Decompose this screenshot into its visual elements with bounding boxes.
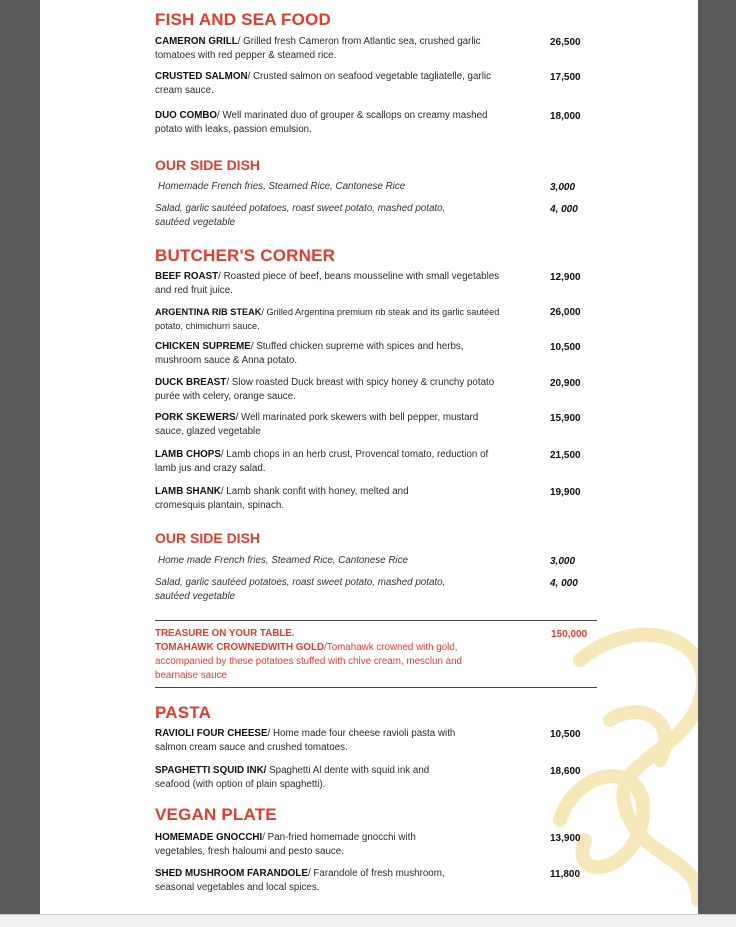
item-desc: / Pan-fried homemade gnocchi with vegetables, fresh haloumi and pesto sauce. xyxy=(155,832,416,857)
special-title: TREASURE ON YOUR TABLE. xyxy=(155,628,295,639)
item-name: LAMB CHOPS xyxy=(155,449,221,460)
item-price: 21,500 xyxy=(550,450,581,461)
section-title-pasta: PASTA xyxy=(155,703,212,722)
menu-item xyxy=(155,270,505,298)
menu-item xyxy=(155,411,505,439)
section-title-side-dish: OUR SIDE DISH xyxy=(155,157,261,173)
item-price: 150,000 xyxy=(551,629,588,640)
item-name: DUCK BREAST xyxy=(155,377,227,388)
item-price: 18,000 xyxy=(550,111,581,122)
menu-item xyxy=(155,376,505,404)
divider-top xyxy=(155,620,597,621)
item-desc: / Crusted salmon on seafood vegetable tagliatelle, garlic cream sauce. xyxy=(155,71,491,96)
menu-item: Homemade French fries, Steamed Rice, Cantonese Rice xyxy=(158,181,406,192)
menu-item xyxy=(155,340,505,368)
item-desc: / Home made four cheese ravioli pasta with salmon cream sauce and crushed tomatoes. xyxy=(155,728,456,753)
bottom-scrollbar[interactable] xyxy=(0,914,736,927)
item-price: 26,000 xyxy=(550,307,581,318)
menu-page xyxy=(40,0,698,914)
item-desc: Spaghetti Al dente with squid ink and seafood (with option of plain spaghetti). xyxy=(155,765,430,790)
item-name: LAMB SHANK xyxy=(155,486,221,497)
item-price: 4, 000 xyxy=(550,204,578,215)
item-price: 26,500 xyxy=(550,37,581,48)
item-name: HOMEMADE GNOCCHI xyxy=(155,832,263,843)
item-desc: / Stuffed chicken supreme with spices and herbs, mushroom sauce & Anna potato. xyxy=(155,341,464,366)
item-name: DUO COMBO xyxy=(155,110,218,121)
item-desc: / Slow roasted Duck breast with spicy honey & crunchy potato purée with celery, orange sauce. xyxy=(155,377,495,402)
menu-item xyxy=(155,35,505,63)
item-name: SHED MUSHROOM FARANDOLE xyxy=(155,868,308,879)
left-margin xyxy=(0,0,40,926)
item-desc: / Roasted piece of beef, beans mousseline with small vegetables and red fruit juice. xyxy=(155,271,500,296)
item-price: 17,500 xyxy=(550,72,581,83)
menu-item: Salad, garlic sautéed potatoes, roast sweet potato, mashed potato, sautéed vegetable xyxy=(155,577,446,602)
item-name: CAMERON GRILL xyxy=(155,36,238,47)
item-name: TOMAHAWK CROWNEDWITH GOLD xyxy=(155,642,325,653)
section-title-butcher: BUTCHER'S CORNER xyxy=(155,246,336,265)
item-price: 12,900 xyxy=(550,272,581,283)
special-item xyxy=(155,627,505,683)
item-price: 20,900 xyxy=(550,378,581,389)
menu-item xyxy=(155,764,455,792)
menu-item: Salad, garlic sautéed potatoes, roast sweet potato, mashed potato, sautéed vegetable xyxy=(155,203,446,228)
item-price: 19,900 xyxy=(550,487,581,498)
menu-item xyxy=(155,867,485,895)
right-margin xyxy=(698,0,736,926)
item-desc: / Farandole of fresh mushroom, seasonal vegetables and local spices. xyxy=(155,868,445,893)
item-name: SPAGHETTI SQUID INK/ xyxy=(155,765,267,776)
item-price: 10,500 xyxy=(550,729,581,740)
menu-item xyxy=(155,70,505,98)
item-desc: / Lamb chops in an herb crust, Provencal tomato, reduction of lamb jus and crazy salad. xyxy=(155,449,489,474)
item-price: 13,900 xyxy=(550,833,581,844)
section-title-vegan: VEGAN PLATE xyxy=(155,805,277,824)
item-price: 11,800 xyxy=(550,869,581,880)
item-name: BEEF ROAST xyxy=(155,271,219,282)
item-desc: / Grilled fresh Cameron from Atlantic sea, crushed garlic tomatoes with red pepper & steamed rice. xyxy=(155,36,481,61)
item-price: 10,500 xyxy=(550,342,581,353)
item-price: 18,600 xyxy=(550,766,581,777)
item-name: PORK SKEWERS xyxy=(155,412,236,423)
item-desc: / Well marinated duo of grouper & scallops on creamy mashed potato with leaks, passion emulsion. xyxy=(155,110,488,135)
menu-item xyxy=(155,485,455,513)
item-desc: / Grilled Argentina premium rib steak and its garlic sautéed potato, chimichurri sauce. xyxy=(155,307,500,331)
item-name: ARGENTINA RIB STEAK xyxy=(155,307,262,317)
item-price: 3,000 xyxy=(550,182,576,193)
menu-item xyxy=(155,727,475,755)
item-name: CRUSTED SALMON xyxy=(155,71,248,82)
item-desc: / Well marinated pork skewers with bell pepper, mustard sauce, glazed vegetable xyxy=(155,412,479,437)
section-title-fish: FISH AND SEA FOOD xyxy=(155,10,331,29)
item-name: RAVIOLI FOUR CHEESE xyxy=(155,728,268,739)
item-name: CHICKEN SUPREME xyxy=(155,341,251,352)
item-price: 15,900 xyxy=(550,413,581,424)
section-title-side-dish: OUR SIDE DISH xyxy=(155,530,261,546)
item-desc: /Tomahawk crowned with gold, accompanied by these potatoes stuffed with chive cream, mesclun and bearnaise sauce xyxy=(155,642,462,681)
menu-item xyxy=(155,305,505,333)
item-price: 4, 000 xyxy=(550,578,578,589)
menu-item: Home made French fries, Steamed Rice, Cantonese Rice xyxy=(158,555,408,566)
menu-item xyxy=(155,109,505,137)
menu-item xyxy=(155,831,465,859)
divider-bottom xyxy=(155,687,597,688)
item-price: 3,000 xyxy=(550,556,576,567)
menu-item xyxy=(155,448,505,476)
item-desc: / Lamb shank confit with honey, melted and cromesquis plantain, spinach. xyxy=(155,486,409,511)
